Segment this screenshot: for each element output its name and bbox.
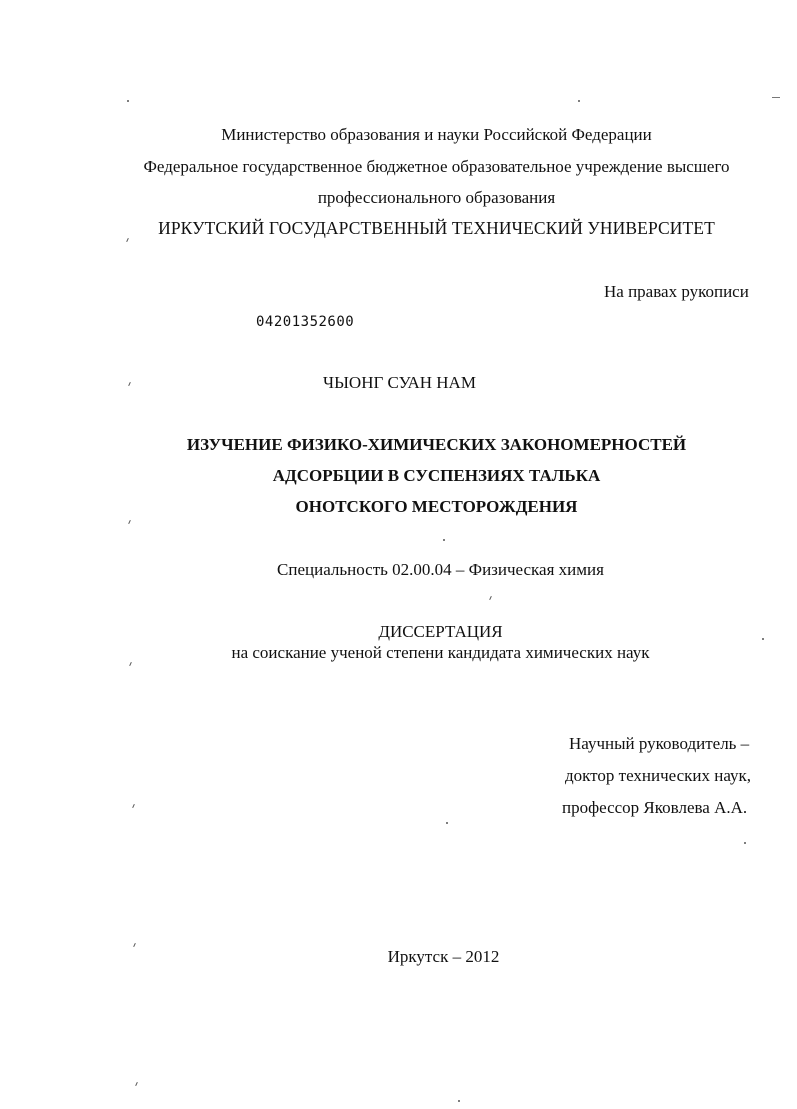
scan-speck [127,100,129,102]
scan-speck [458,1100,460,1102]
title-line-2: АДСОРБЦИИ В СУСПЕНЗИЯХ ТАЛЬКА [272,466,601,485]
scan-speck [578,100,580,102]
archive-number: 04201352600 [256,314,355,330]
scan-mark [135,1082,138,1086]
scan-speck [744,842,746,844]
scan-mark [132,804,135,808]
supervisor-degree: доктор технических наук, [565,766,752,785]
institution-line-1: Федеральное государственное бюджетное образовательное учреждение высшего [143,157,730,176]
scan-mark [128,520,131,524]
manuscript-note: На правах рукописи [604,282,749,301]
university-name: ИРКУТСКИЙ ГОСУДАРСТВЕННЫЙ ТЕХНИЧЕСКИЙ УНИВЕРСИТЕТ [158,218,715,238]
supervisor-role: Научный руководитель – [569,734,750,753]
ministry-line: Министерство образования и науки Российской Федерации [221,125,652,144]
specialty-line: Специальность 02.00.04 – Физическая химия [277,560,604,579]
title-line-3: ОНОТСКОГО МЕСТОРОЖДЕНИЯ [295,497,578,516]
degree-purpose: на соискание ученой степени кандидата химических наук [231,643,650,662]
title-line-1: ИЗУЧЕНИЕ ФИЗИКО-ХИМИЧЕСКИХ ЗАКОНОМЕРНОСТЕЙ [186,435,687,454]
institution-line-2: профессионального образования [317,188,556,207]
scan-speck [446,822,448,824]
supervisor-name: профессор Яковлева А.А. [562,798,748,817]
city-year: Иркутск – 2012 [387,947,500,966]
scan-mark [489,596,492,600]
scan-mark [772,97,780,98]
dissertation-label: ДИССЕРТАЦИЯ [378,622,503,641]
author-name: ЧЫОНГ СУАН НАМ [323,373,476,392]
scan-speck [443,539,445,541]
